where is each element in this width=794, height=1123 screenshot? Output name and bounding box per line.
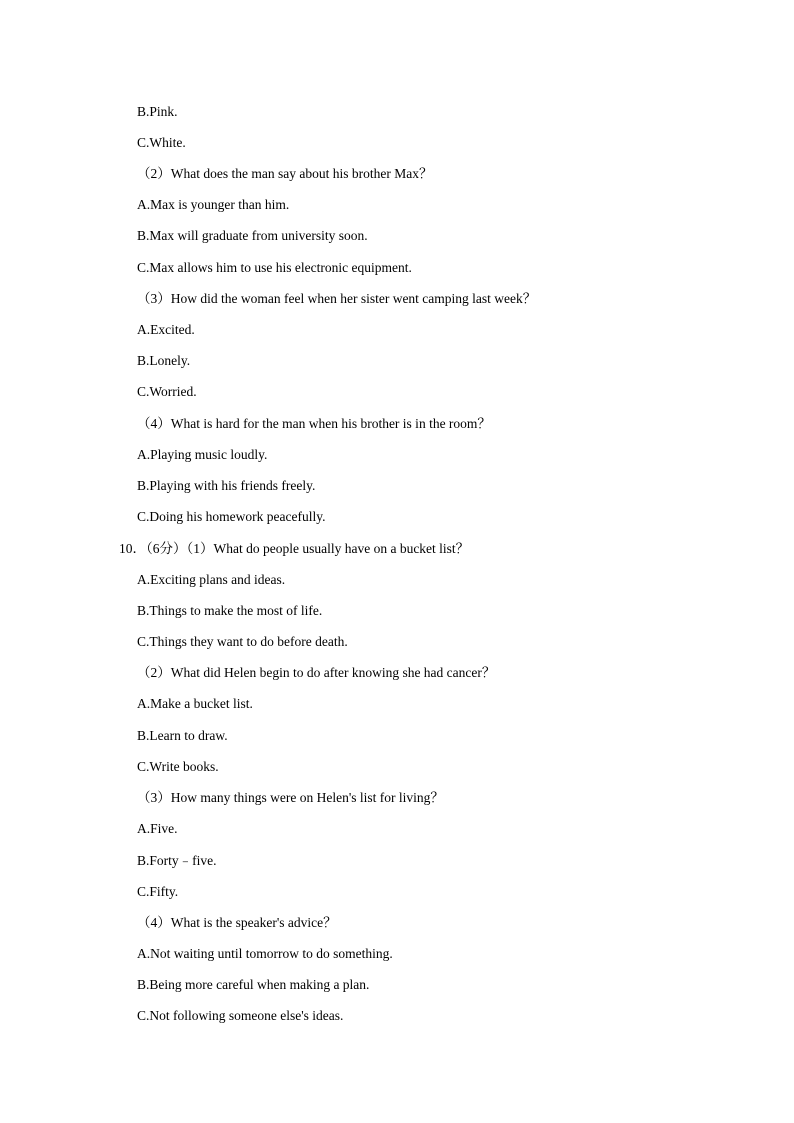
option-text: B.Forty﹣five. [137,853,217,868]
option-text: A.Playing music loudly. [137,447,268,462]
question-text: （3）How many things were on Helen's list for living？ [137,790,444,805]
option-text: B.Things to make the most of life. [137,603,323,618]
option-text: C.Things they want to do before death. [137,634,348,649]
option-text: C.White. [137,135,186,150]
option-text: A.Exciting plans and ideas. [137,572,286,587]
question-text: （2）What does the man say about his brother Max？ [137,166,433,181]
option-text: C.Not following someone else's ideas. [137,1008,344,1023]
option-text: A.Make a bucket list. [137,696,253,711]
question-text: （3）How did the woman feel when her sister went camping last week？ [137,291,537,306]
question-number-heading: 10．（6分）（1）What do people usually have on a bucket list？ [119,541,470,556]
option-text: C.Doing his homework peacefully. [137,509,326,524]
option-text: A.Excited. [137,322,195,337]
option-text: C.Worried. [137,384,197,399]
option-text: B.Lonely. [137,353,191,368]
option-text: C.Fifty. [137,884,179,899]
question-text: （4）What is hard for the man when his brother is in the room？ [137,416,491,431]
option-text: B.Pink. [137,104,178,119]
option-text: C.Write books. [137,759,219,774]
question-text: （4）What is the speaker's advice？ [137,915,337,930]
option-text: B.Playing with his friends freely. [137,478,316,493]
question-text: （2）What did Helen begin to do after knowing she had cancer？ [137,665,496,680]
option-text: B.Max will graduate from university soon. [137,228,368,243]
option-text: A.Max is younger than him. [137,197,290,212]
option-text: B.Learn to draw. [137,728,228,743]
option-text: B.Being more careful when making a plan. [137,977,370,992]
option-text: C.Max allows him to use his electronic equipment. [137,260,412,275]
option-text: A.Five. [137,821,178,836]
option-text: A.Not waiting until tomorrow to do something. [137,946,393,961]
